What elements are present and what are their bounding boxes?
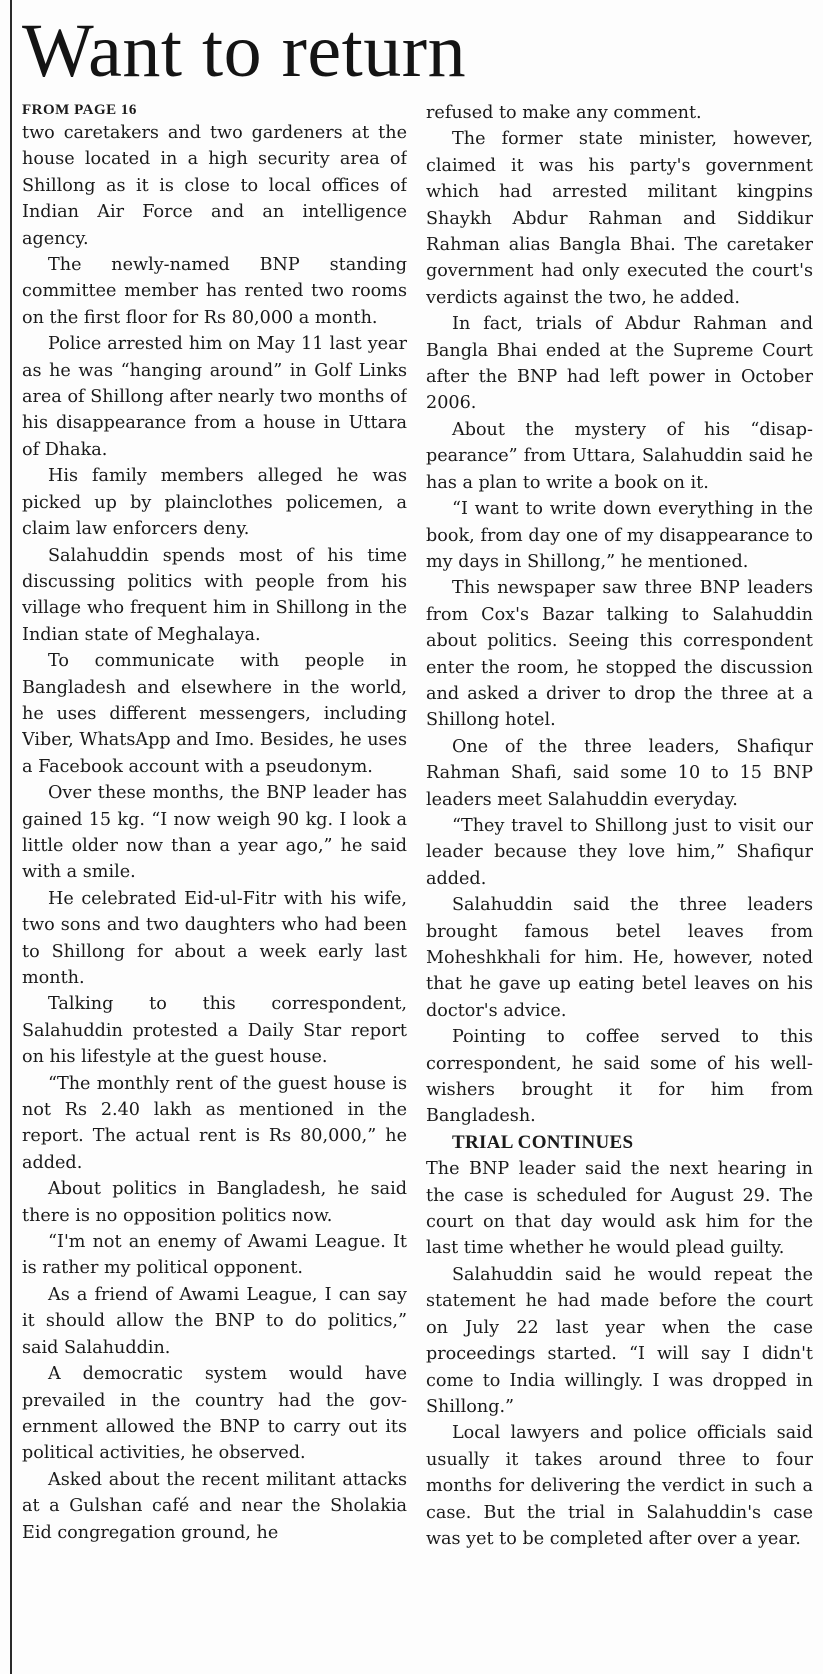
paragraph: Salahuddin said he would repeat the statement he had made before the court on July 22 last year when the case proceedings started. “I will say I didn't come to India willingly. I was dropped in Shillong.”: [426, 1264, 813, 1417]
paragraph: He celebrated Eid-ul-Fitr with his wife, two sons and two daughters who had been to Shillong for about a week early last month.: [22, 888, 407, 988]
left-paragraphs: [22, 120, 407, 1546]
column-rule: [10, 0, 12, 1674]
paragraph: “I'm not an enemy of Awami League. It is rather my political opponent.: [22, 1232, 407, 1279]
paragraph: Police arrested him on May 11 last year as he was “hanging around” in Golf Links area of Shillong after nearly two months of his disappearance from a house in Uttara of Dhaka.: [22, 334, 407, 460]
paragraph: To communicate with people in Bangladesh and elsewhere in the world, he uses different messengers, including Viber, WhatsApp and Imo. Besides, he uses a Facebook account with a pseudonym.: [22, 651, 407, 777]
paragraph: As a friend of Awami League, I can say it should allow the BNP to do politics,” said Salahuddin.: [22, 1284, 407, 1358]
paragraph: Local lawyers and police officials said usually it takes around three to four months for delivering the verdict in such a case. But the trial in Salahuddin's case was yet to be completed after over a year.: [426, 1423, 813, 1549]
paragraph: The BNP leader said the next hearing in the case is scheduled for August 29. The court on that day would ask him for the last time whether he would plead guilty.: [426, 1159, 813, 1259]
right-paragraphs-after-subhead: [426, 1156, 813, 1552]
paragraph: Pointing to coffee served to this correspondent, he said some of his well-wishers brought it for him from Bangladesh.: [426, 1027, 813, 1127]
paragraph: “I want to write down everything in the book, from day one of my disappearance to my days in Shillong,” he mentioned.: [426, 499, 813, 572]
paragraph: “The monthly rent of the guest house is not Rs 2.40 lakh as mentioned in the report. The actual rent is Rs 80,000,” he added.: [22, 1073, 407, 1173]
paragraph: “They travel to Shillong just to visit our leader because they love him,” Shafiqur added.: [426, 815, 813, 889]
paragraph: This newspaper saw three BNP leaders from Cox's Bazar talking to Salahuddin about politics. Seeing this correspondent enter the room, he stopped the discussion and asked a driver to drop the three at a Shillong hotel.: [426, 578, 813, 731]
right-column: [426, 100, 813, 1668]
paragraph: About the mystery of his “disappearance” from Uttara, Salahuddin said he has a plan to write a book on it.: [426, 419, 813, 493]
paragraph: A democratic system would have prevailed in the country had the government allowed the BNP to carry out its political activities, he observed.: [22, 1364, 407, 1464]
continuation-kicker: FROM PAGE 16: [22, 102, 137, 118]
paragraph: refused to make any comment.: [426, 103, 702, 123]
subhead: TRIAL CONTINUES: [452, 1131, 634, 1153]
paragraph: In fact, trials of Abdur Rahman and Bangla Bhai ended at the Supreme Court after the BNP had left power in October 2006.: [426, 314, 813, 414]
headline: Want to return: [22, 9, 467, 93]
paragraph: Over these months, the BNP leader has gained 15 kg. “I now weigh 90 kg. I look a little older now than a year ago,” he said with a smile.: [22, 783, 407, 883]
paragraph: Talking to this correspondent, Salahuddin protested a Daily Star report on his lifestyle at the guest house.: [22, 994, 407, 1068]
left-column: [22, 100, 407, 1668]
paragraph: Asked about the recent militant attacks at a Gulshan café and near the Sholakia Eid congregation ground, he: [22, 1469, 407, 1543]
paragraph: Salahuddin spends most of his time discussing politics with people from his village who frequent him in Shillong in the Indian state of Meghalaya.: [22, 545, 407, 645]
paragraph: Salahuddin said the three leaders brought famous betel leaves from Moheshkhali for him. He, however, noted that he gave up eating betel leaves on his doctor's advice.: [426, 895, 813, 1021]
paragraph: One of the three leaders, Shafiqur Rahman Shafi, said some 10 to 15 BNP leaders meet Salahuddin everyday.: [426, 736, 813, 810]
paragraph: About politics in Bangladesh, he said there is no opposition politics now.: [22, 1179, 407, 1226]
paragraph: two caretakers and two gardeners at the house located in a high security area of Shillong as it is close to local offices of Indian Air Force and an intelligence agency.: [22, 123, 407, 249]
paragraph: The newly-named BNP standing committee member has rented two rooms on the first floor for Rs 80,000 a month.: [22, 255, 407, 328]
paragraph: The former state minister, however, claimed it was his party's government which had arrested militant kingpins Shaykh Abdur Rahman and Siddikur Rahman alias Bangla Bhai. The caretaker government had only executed the court's verdicts against the two, he added.: [426, 129, 813, 308]
right-paragraphs: [426, 100, 813, 1130]
paragraph: His family members alleged he was picked up by plainclothes policemen, a claim law enforcers deny.: [22, 466, 407, 540]
